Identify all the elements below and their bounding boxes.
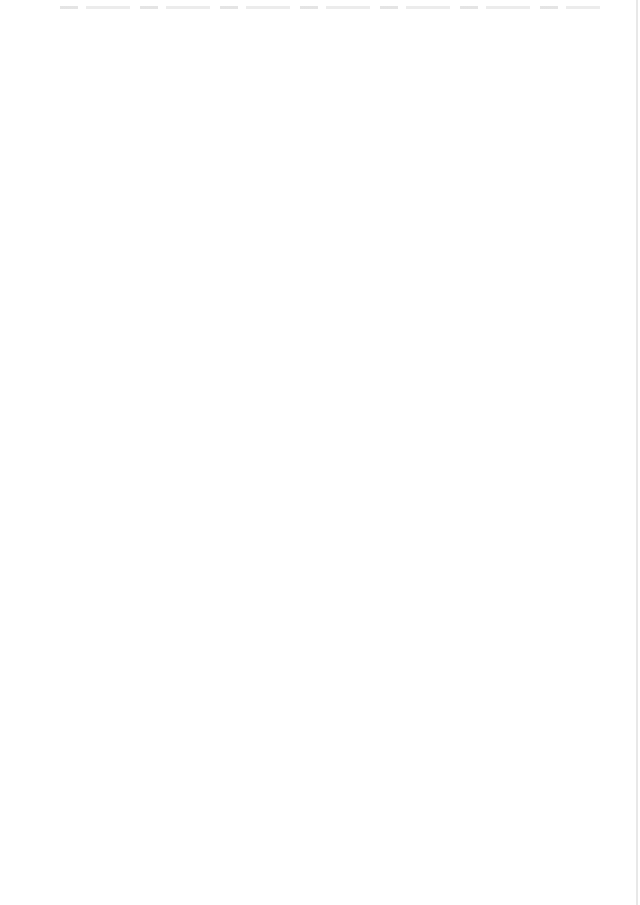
- spacer: [92, 56, 611, 80]
- spacer: [92, 104, 611, 128]
- document-body: [92, 56, 611, 151]
- scan-artifact-right: [636, 0, 638, 905]
- article-4: [92, 128, 611, 152]
- article-3: [92, 80, 611, 104]
- scan-artifact-top: [60, 6, 600, 9]
